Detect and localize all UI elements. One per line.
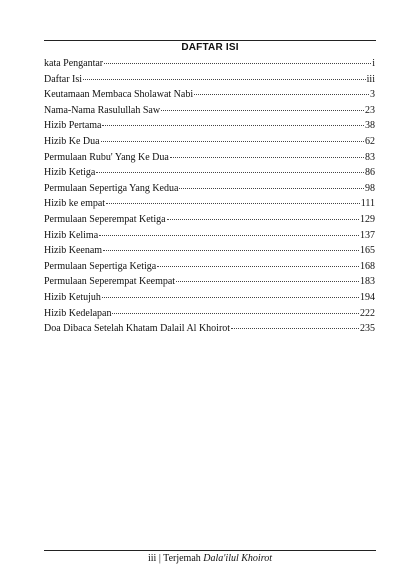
table-of-contents — [44, 56, 375, 337]
toc-entry-page: 83 — [365, 151, 375, 163]
footer-book-prefix: Terjemah — [163, 553, 204, 564]
toc-dot-leader — [102, 125, 364, 126]
toc-entry-page: 194 — [360, 291, 375, 303]
toc-entry-page: 38 — [365, 120, 375, 132]
toc-entry[interactable] — [44, 181, 375, 197]
toc-entry-label: Daftar Isi — [44, 73, 83, 85]
toc-dot-leader — [112, 313, 359, 314]
toc-dot-leader — [157, 266, 359, 267]
toc-dot-leader — [176, 281, 359, 282]
footer-book-title: Dala'ilul Khoirot — [203, 553, 273, 564]
page-title: DAFTAR ISI — [181, 42, 239, 53]
toc-entry-label: Permulaan Sepertiga Ketiga — [44, 260, 157, 272]
toc-entry-label: Keutamaan Membaca Sholawat Nabi — [44, 89, 194, 101]
toc-dot-leader — [103, 250, 359, 251]
toc-entry-page: 235 — [360, 323, 375, 335]
toc-entry-page: 183 — [360, 276, 375, 288]
footer-page-number: iii — [147, 553, 157, 564]
toc-dot-leader — [104, 63, 371, 64]
toc-entry[interactable] — [44, 306, 375, 322]
toc-dot-leader — [161, 110, 364, 111]
toc-entry[interactable] — [44, 87, 375, 103]
toc-dot-leader — [170, 157, 364, 158]
toc-entry[interactable] — [44, 134, 375, 150]
toc-entry-page: 222 — [360, 307, 375, 319]
footer-separator: | — [156, 553, 164, 564]
toc-entry-page: 111 — [360, 198, 375, 210]
toc-entry[interactable] — [44, 165, 375, 181]
toc-entry-label: Hizib Ketiga — [44, 167, 96, 179]
toc-entry-page: 98 — [365, 182, 375, 194]
toc-entry[interactable] — [44, 212, 375, 228]
toc-entry-page: i — [372, 58, 375, 69]
toc-dot-leader — [96, 172, 364, 173]
toc-entry-label: Permulaan Seperempat Keempat — [44, 276, 176, 288]
toc-entry-label: Permulaan Seperempat Ketiga — [44, 213, 166, 225]
toc-entry-label: Hizib Kedelapan — [44, 307, 112, 319]
toc-dot-leader — [106, 203, 360, 204]
toc-dot-leader — [194, 94, 369, 95]
toc-entry[interactable] — [44, 118, 375, 134]
toc-dot-leader — [179, 188, 364, 189]
page-footer — [44, 553, 376, 564]
toc-entry[interactable] — [44, 274, 375, 290]
toc-entry-page: 62 — [365, 135, 375, 147]
toc-dot-leader — [99, 235, 359, 236]
toc-entry-page: 23 — [365, 104, 375, 116]
toc-entry-label: Permulaan Rubu' Yang Ke Dua — [44, 151, 169, 163]
toc-entry[interactable] — [44, 290, 375, 306]
toc-entry[interactable] — [44, 150, 375, 166]
toc-entry[interactable] — [44, 243, 375, 259]
toc-entry-page: iii — [366, 73, 375, 85]
toc-dot-leader — [167, 219, 359, 220]
toc-entry[interactable] — [44, 103, 375, 119]
toc-entry-page: 137 — [360, 229, 375, 241]
toc-entry-label: Hizib Pertama — [44, 120, 102, 132]
toc-entry-page: 165 — [360, 245, 375, 257]
toc-entry[interactable] — [44, 228, 375, 244]
toc-entry[interactable] — [44, 259, 375, 275]
toc-entry-label: Hizib Ke Dua — [44, 135, 100, 147]
toc-entry[interactable] — [44, 72, 375, 88]
toc-entry[interactable] — [44, 196, 375, 212]
toc-entry-label: Nama-Nama Rasulullah Saw — [44, 104, 161, 116]
toc-entry-label: Doa Dibaca Setelah Khatam Dalail Al Khoirot — [44, 323, 231, 335]
toc-entry-page: 3 — [370, 89, 375, 101]
toc-dot-leader — [83, 79, 366, 80]
toc-entry-label: Hizib Kelima — [44, 229, 99, 241]
toc-entry-page: 168 — [360, 260, 375, 272]
toc-entry-label: kata Pengantar — [44, 58, 104, 69]
toc-entry-page: 86 — [365, 167, 375, 179]
footer-rule — [44, 550, 376, 551]
header-rule — [44, 40, 376, 41]
toc-entry-label: Hizib Ketujuh — [44, 291, 101, 303]
toc-entry-label: Hizib ke empat — [44, 198, 106, 210]
toc-entry[interactable] — [44, 321, 375, 337]
toc-entry[interactable] — [44, 56, 375, 72]
toc-entry-page: 129 — [360, 213, 375, 225]
toc-entry-label: Hizib Keenam — [44, 245, 103, 257]
toc-dot-leader — [231, 328, 359, 329]
toc-dot-leader — [102, 297, 359, 298]
toc-dot-leader — [101, 141, 364, 142]
toc-entry-label: Permulaan Sepertiga Yang Kedua — [44, 182, 179, 194]
